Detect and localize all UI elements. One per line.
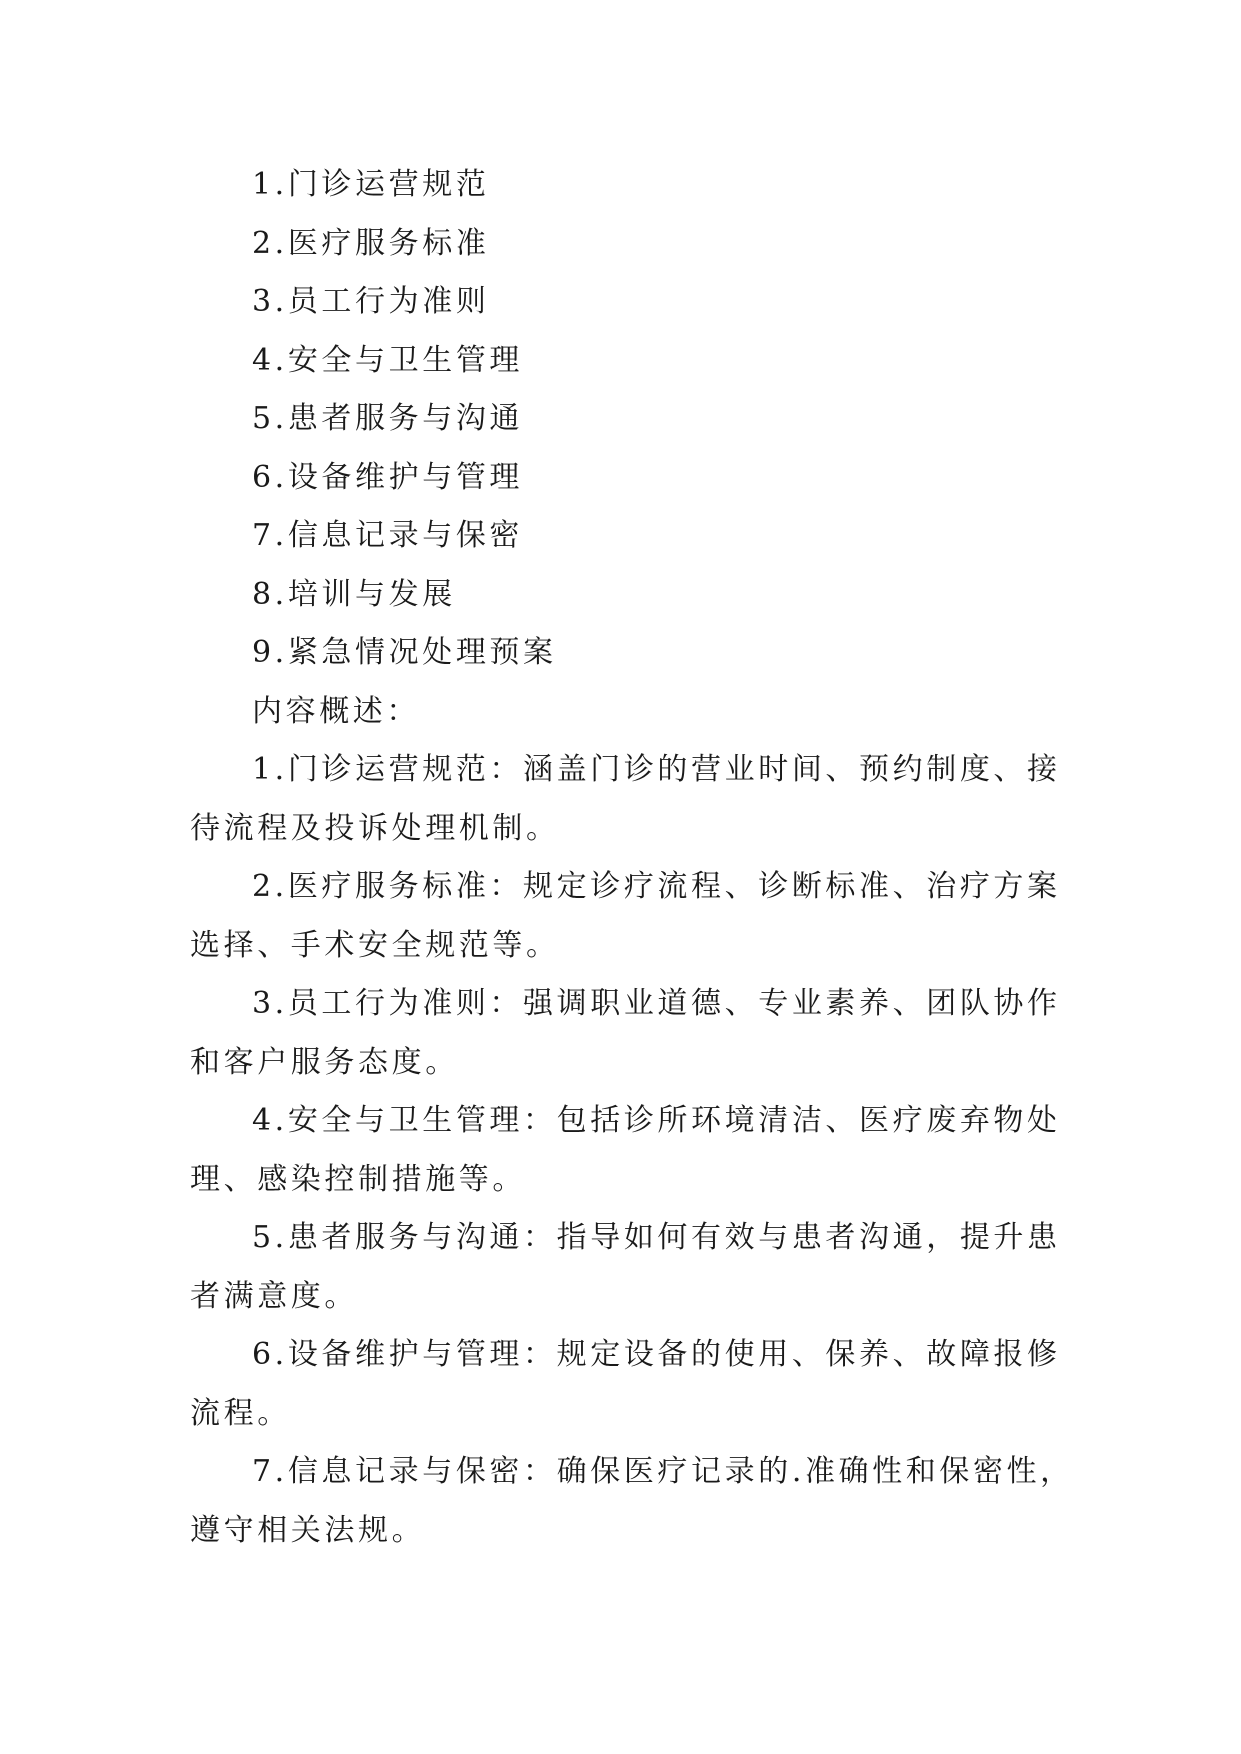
overview-paragraph-line: 遵守相关法规。 [190,1512,426,1548]
overview-paragraph-line: 流程。 [190,1395,291,1431]
toc-item-6: 6.设备维护与管理 [252,459,524,495]
overview-paragraph-line: 者满意度。 [190,1278,358,1314]
toc-item-3: 3.员工行为准则 [252,284,490,319]
overview-paragraph-1 [190,741,1061,858]
overview-paragraph-line: 6.设备维护与管理：规定设备的使用、保养、故障报修 [252,1337,1061,1372]
overview-paragraph-line: 7.信息记录与保密：确保医疗记录的.准确性和保密性， [252,1454,1074,1489]
overview-paragraph-line: 1.门诊运营规范：涵盖门诊的营业时间、预约制度、接 [252,752,1061,787]
overview-paragraph-line: 和客户服务态度。 [190,1044,459,1080]
overview-section [190,741,1074,1560]
overview-paragraph-line: 待流程及投诉处理机制。 [190,810,560,846]
overview-heading: 内容概述： [252,693,420,729]
overview-paragraph-line: 理、感染控制措施等。 [190,1161,526,1197]
toc-item-8: 8.培训与发展 [252,576,456,612]
toc-item-9: 9.紧急情况处理预案 [252,635,557,670]
overview-paragraph-6 [190,1326,1061,1443]
overview-paragraph-3 [190,975,1061,1092]
overview-paragraph-4 [190,1092,1061,1209]
table-of-contents [190,156,1050,683]
toc-item-2: 2.医疗服务标准 [252,225,490,261]
overview-paragraph-line: 3.员工行为准则：强调职业道德、专业素养、团队协作 [252,986,1061,1021]
toc-item-5: 5.患者服务与沟通 [252,401,524,436]
overview-paragraph-line: 5.患者服务与沟通：指导如何有效与患者沟通，提升患 [252,1220,1061,1255]
overview-paragraph-2 [190,858,1061,975]
overview-paragraph-7 [190,1443,1074,1560]
document-body [190,156,1074,1560]
overview-paragraph-line: 选择、手术安全规范等。 [190,927,560,963]
overview-paragraph-line: 4.安全与卫生管理：包括诊所环境清洁、医疗废弃物处 [252,1103,1061,1138]
overview-paragraph-5 [190,1209,1061,1326]
toc-item-1: 1.门诊运营规范 [252,167,490,202]
overview-paragraph-line: 2.医疗服务标准：规定诊疗流程、诊断标准、治疗方案 [252,869,1061,904]
toc-item-7: 7.信息记录与保密 [252,518,524,553]
toc-item-4: 4.安全与卫生管理 [252,342,524,378]
